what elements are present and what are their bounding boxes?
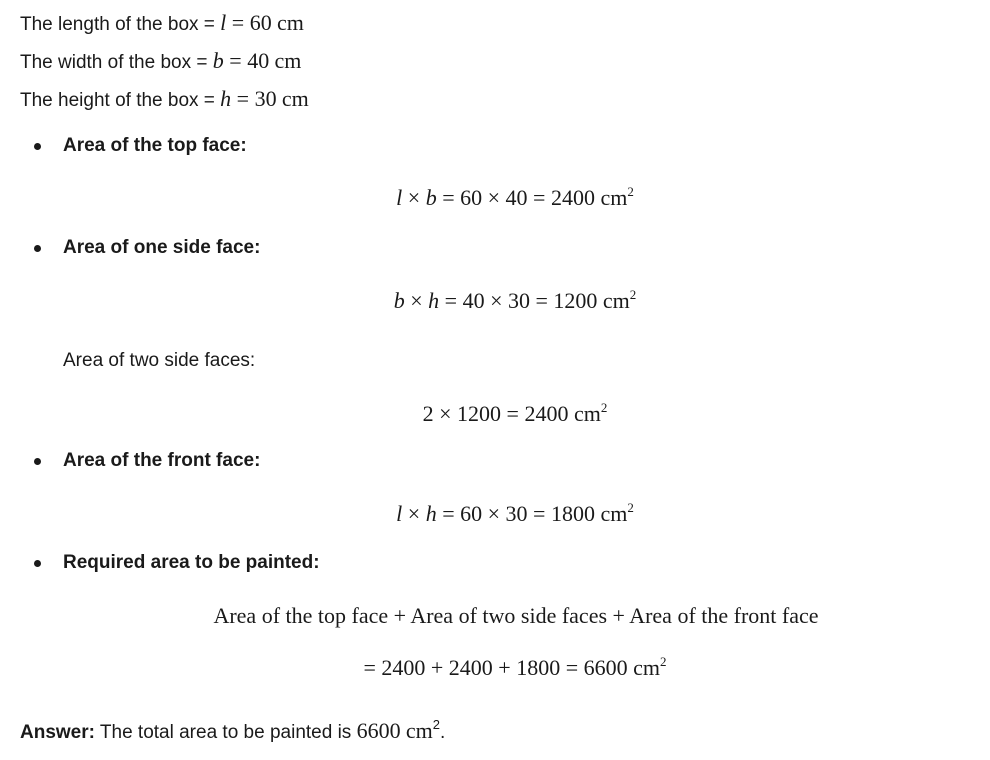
exponent: 2	[627, 184, 634, 199]
answer-text: The total area to be painted is	[94, 722, 357, 743]
exponent: 2	[660, 654, 667, 669]
top-face-formula: l × b = 60 × 40 = 2400 $cm^2$	[396, 184, 634, 210]
front-face-formula: l × h = 60 × 30 = 1800 $cm^2$	[396, 500, 634, 526]
given-length	[20, 12, 304, 34]
answer-exponent: 2	[432, 717, 440, 732]
var-l: l	[396, 501, 403, 526]
answer-line	[20, 717, 446, 743]
top-face-result: 60 × 40 = 2400	[460, 185, 595, 210]
given-width-label: The width of the box =	[20, 52, 213, 73]
unit: cm	[573, 401, 601, 426]
var-l: l	[220, 10, 227, 35]
front-face-result: 60 × 30 = 1800	[460, 501, 595, 526]
exponent: 2	[600, 400, 608, 415]
given-height-unit: cm	[281, 86, 309, 111]
required-line1: Area of the top face + Area of two side faces + Area of the front face	[213, 603, 819, 628]
required-total: = 2400 + 2400 + 1800 = 6600	[363, 655, 628, 680]
exponent: 2	[629, 287, 637, 302]
side-face-formula: b × h = 40 × 30 = 1200 $cm^2$	[393, 287, 637, 313]
answer-label: Answer:	[20, 722, 95, 743]
answer-value: 6600	[356, 718, 401, 743]
two-side-faces-result: 2 × 1200 = 2400	[422, 401, 569, 426]
var-b: b	[393, 288, 405, 313]
unit: cm	[633, 655, 661, 680]
given-length-unit: cm	[277, 10, 304, 35]
var-l: l	[396, 185, 403, 210]
given-height-label: The height of the box =	[20, 90, 221, 111]
given-width	[20, 50, 301, 72]
required-heading: Required area to be painted:	[63, 552, 320, 573]
bullet-icon	[34, 458, 41, 465]
bullet-icon	[34, 143, 41, 150]
top-face-heading: Area of the top face:	[63, 135, 247, 156]
bullet-icon	[34, 560, 41, 567]
bullet-icon	[34, 245, 41, 252]
equals-sign: =	[223, 48, 248, 73]
given-width-value: 40	[247, 48, 270, 73]
var-b: b	[425, 185, 437, 210]
answer-end: .	[439, 722, 446, 743]
given-length-label: The length of the box =	[20, 14, 221, 35]
equals-sign: =	[231, 86, 255, 111]
var-h: h	[428, 288, 440, 313]
unit: cm	[602, 288, 630, 313]
equals-sign: =	[226, 10, 250, 35]
side-face-heading: Area of one side face:	[63, 237, 261, 258]
unit: cm	[600, 185, 628, 210]
given-length-value: 60	[249, 10, 272, 35]
unit: cm	[600, 501, 628, 526]
var-h: h	[220, 86, 232, 111]
front-face-heading: Area of the front face:	[63, 450, 261, 471]
given-width-unit: cm	[274, 48, 302, 73]
var-b: b	[212, 48, 224, 73]
given-height	[20, 88, 309, 110]
two-side-faces-heading: Area of two side faces:	[63, 350, 256, 371]
var-h: h	[425, 501, 437, 526]
required-line2	[0, 654, 990, 680]
given-height-value: 30	[254, 86, 277, 111]
two-side-faces-formula	[0, 400, 990, 426]
side-face-result: 40 × 30 = 1200	[462, 288, 598, 313]
answer-unit: cm	[405, 718, 433, 743]
exponent: 2	[627, 500, 634, 515]
